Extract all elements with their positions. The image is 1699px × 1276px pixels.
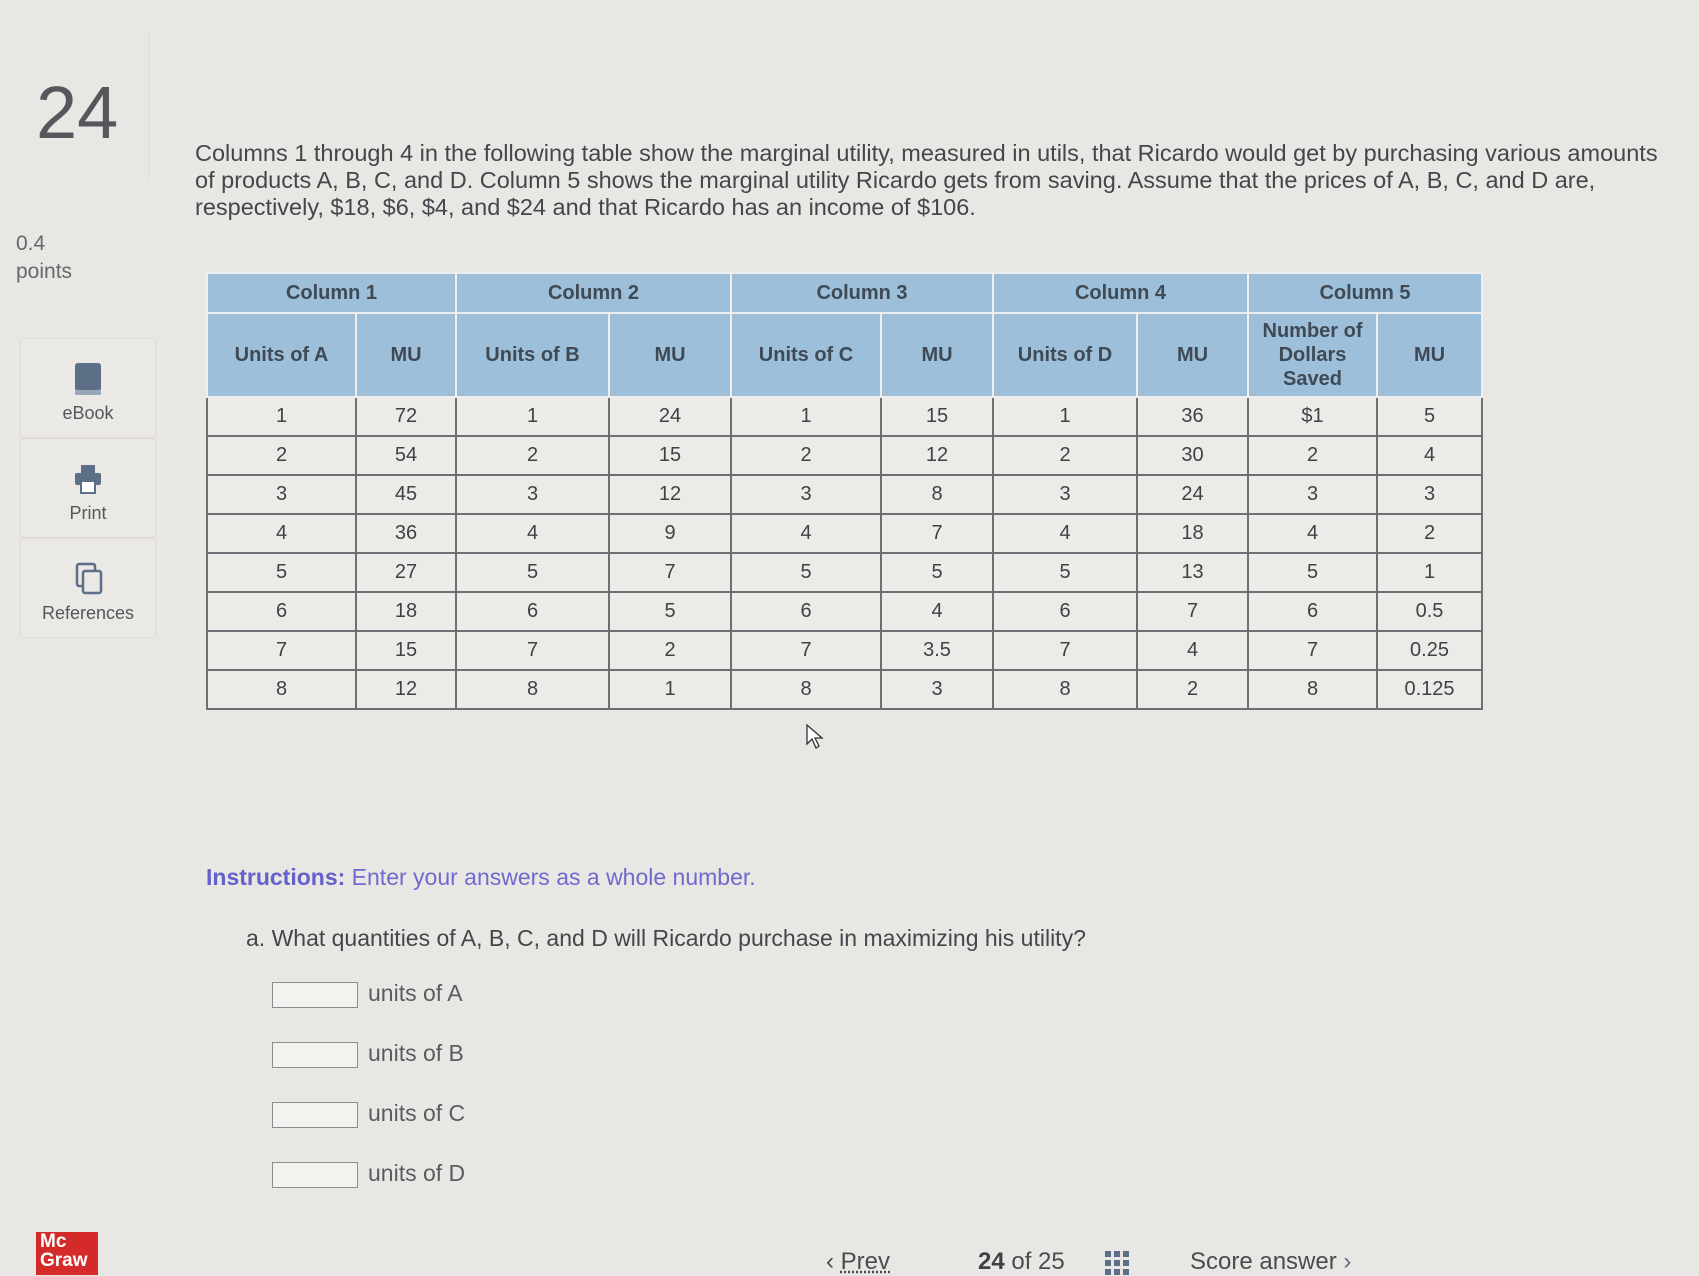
header-mu-b: MU: [609, 313, 731, 397]
table-cell: 3: [993, 475, 1137, 514]
page-current: 24: [978, 1248, 1005, 1275]
table-cell: 7: [731, 631, 881, 670]
prev-button[interactable]: [826, 1248, 890, 1276]
table-cell: 4: [207, 514, 356, 553]
table-cell: 4: [993, 514, 1137, 553]
table-cell: 6: [993, 592, 1137, 631]
printer-icon: [72, 461, 104, 497]
table-cell: 1: [731, 397, 881, 436]
table-row: [207, 631, 1482, 670]
table-cell: 1: [1377, 553, 1482, 592]
table-cell: 4: [1377, 436, 1482, 475]
table-row: [207, 436, 1482, 475]
table-cell: 4: [1248, 514, 1377, 553]
header-mu-a: MU: [356, 313, 456, 397]
units-c-input[interactable]: [272, 1102, 358, 1128]
part-a-prompt: a. What quantities of A, B, C, and D will Ricardo purchase in maximizing his utility?: [246, 925, 1086, 951]
units-a-input[interactable]: [272, 982, 358, 1008]
table-cell: 12: [356, 670, 456, 709]
table-cell: 7: [456, 631, 609, 670]
references-label: References: [41, 603, 135, 623]
table-cell: 8: [731, 670, 881, 709]
table-cell: 7: [881, 514, 993, 553]
table-cell: 5: [993, 553, 1137, 592]
table-cell: 2: [207, 436, 356, 475]
table-cell: 4: [881, 592, 993, 631]
group-header-4: Column 4: [993, 273, 1248, 313]
table-cell: 1: [993, 397, 1137, 436]
table-cell: 7: [207, 631, 356, 670]
ebook-button[interactable]: [20, 338, 156, 438]
table-row: [207, 397, 1482, 436]
table-cell: 72: [356, 397, 456, 436]
table-cell: 5: [207, 553, 356, 592]
table-cell: 3: [1248, 475, 1377, 514]
table-cell: 1: [207, 397, 356, 436]
header-units-a: Units of A: [207, 313, 356, 397]
units-d-label: units of D: [368, 1160, 466, 1186]
page-indicator: [978, 1248, 1065, 1276]
table-cell: 7: [993, 631, 1137, 670]
group-header-1: Column 1: [207, 273, 456, 313]
table-cell: 1: [609, 670, 731, 709]
table-row: [207, 670, 1482, 709]
mouse-pointer-icon: [806, 724, 824, 750]
table-cell: 12: [881, 436, 993, 475]
table-row: [207, 553, 1482, 592]
table-cell: 4: [731, 514, 881, 553]
table-cell: 2: [456, 436, 609, 475]
table-cell: 3: [207, 475, 356, 514]
score-answer-button[interactable]: [1190, 1248, 1351, 1276]
references-button[interactable]: [20, 538, 156, 638]
table-cell: 3: [731, 475, 881, 514]
book-icon: [72, 361, 104, 397]
table-cell: 15: [881, 397, 993, 436]
question-text: Columns 1 through 4 in the following table show the marginal utility, measured in utils, that Ricardo would get by purchasing various amounts of products A, B, C, and D. Column 5 shows the marginal utility Ricardo gets from saving. Assume that the prices of A, B, C, and D are, respectively, $18, $6, $4, and $24 and that Ricardo has an income of $106.: [195, 140, 1658, 220]
table-cell: 8: [993, 670, 1137, 709]
group-header-5: Column 5: [1248, 273, 1482, 313]
table-cell: 7: [1137, 592, 1248, 631]
units-b-input[interactable]: [272, 1042, 358, 1068]
table-cell: 5: [1248, 553, 1377, 592]
table-cell: 12: [609, 475, 731, 514]
table-cell: 8: [207, 670, 356, 709]
instructions-label: Instructions:: [206, 864, 346, 890]
page-of: of 25: [1011, 1248, 1065, 1275]
table-cell: 4: [1137, 631, 1248, 670]
prev-label: Prev: [840, 1248, 891, 1275]
question-grid-icon[interactable]: [1104, 1250, 1130, 1276]
table-cell: 3: [881, 670, 993, 709]
table-cell: 27: [356, 553, 456, 592]
header-units-d: Units of D: [993, 313, 1137, 397]
table-cell: 3: [456, 475, 609, 514]
documents-icon: [72, 561, 104, 597]
table-cell: 2: [993, 436, 1137, 475]
question-number: 24: [36, 71, 119, 154]
points-label: points: [16, 260, 73, 283]
table-cell: 6: [456, 592, 609, 631]
table-cell: 8: [881, 475, 993, 514]
table-cell: 4: [456, 514, 609, 553]
table-row: [207, 514, 1482, 553]
marginal-utility-table: [206, 272, 1483, 710]
table-cell: 6: [731, 592, 881, 631]
table-cell: 5: [609, 592, 731, 631]
table-cell: 5: [456, 553, 609, 592]
instructions: [206, 864, 756, 891]
print-button[interactable]: [20, 438, 156, 538]
table-row: [207, 475, 1482, 514]
chevron-right-icon: ›: [1343, 1248, 1352, 1275]
table-cell: 18: [1137, 514, 1248, 553]
table-cell: 18: [356, 592, 456, 631]
group-header-3: Column 3: [731, 273, 993, 313]
table-cell: 8: [456, 670, 609, 709]
table-cell: 2: [609, 631, 731, 670]
table-cell: 1: [456, 397, 609, 436]
instructions-text: Enter your answers as a whole number.: [351, 864, 756, 890]
units-d-input[interactable]: [272, 1162, 358, 1188]
table-cell: 0.125: [1377, 670, 1482, 709]
table-cell: 5: [881, 553, 993, 592]
table-cell: 6: [207, 592, 356, 631]
table-cell: 0.5: [1377, 592, 1482, 631]
units-c-label: units of C: [368, 1100, 466, 1126]
print-label: Print: [69, 503, 107, 523]
table-cell: 15: [356, 631, 456, 670]
ebook-label: eBook: [62, 403, 114, 423]
table-cell: 36: [1137, 397, 1248, 436]
points-value: 0.4: [16, 232, 46, 255]
table-cell: 5: [1377, 397, 1482, 436]
table-cell: 45: [356, 475, 456, 514]
header-units-c: Units of C: [731, 313, 881, 397]
header-mu-c: MU: [881, 313, 993, 397]
table-cell: 7: [1248, 631, 1377, 670]
table-cell: 6: [1248, 592, 1377, 631]
chevron-left-icon: ‹: [826, 1248, 834, 1275]
table-cell: 0.25: [1377, 631, 1482, 670]
table-cell: 13: [1137, 553, 1248, 592]
table-cell: 54: [356, 436, 456, 475]
table-cell: 24: [609, 397, 731, 436]
table-cell: 2: [1248, 436, 1377, 475]
table-cell: 5: [731, 553, 881, 592]
mcgraw-hill-logo: Mc Graw: [36, 1232, 98, 1275]
table-cell: 15: [609, 436, 731, 475]
table-cell: 8: [1248, 670, 1377, 709]
units-b-label: units of B: [368, 1040, 464, 1066]
table-cell: 9: [609, 514, 731, 553]
table-cell: 2: [1137, 670, 1248, 709]
table-cell: 36: [356, 514, 456, 553]
table-cell: 24: [1137, 475, 1248, 514]
table-cell: 3: [1377, 475, 1482, 514]
table-cell: 30: [1137, 436, 1248, 475]
table-cell: 3.5: [881, 631, 993, 670]
score-answer-label: Score answer: [1190, 1248, 1337, 1275]
units-a-label: units of A: [368, 980, 463, 1006]
table-cell: 7: [609, 553, 731, 592]
table-cell: 2: [731, 436, 881, 475]
group-header-2: Column 2: [456, 273, 731, 313]
table-cell: $1: [1248, 397, 1377, 436]
header-units-b: Units of B: [456, 313, 609, 397]
table-cell: 2: [1377, 514, 1482, 553]
header-mu-saving: MU: [1377, 313, 1482, 397]
header-mu-d: MU: [1137, 313, 1248, 397]
table-row: [207, 592, 1482, 631]
header-dollars-saved: Number of Dollars Saved: [1248, 313, 1377, 397]
